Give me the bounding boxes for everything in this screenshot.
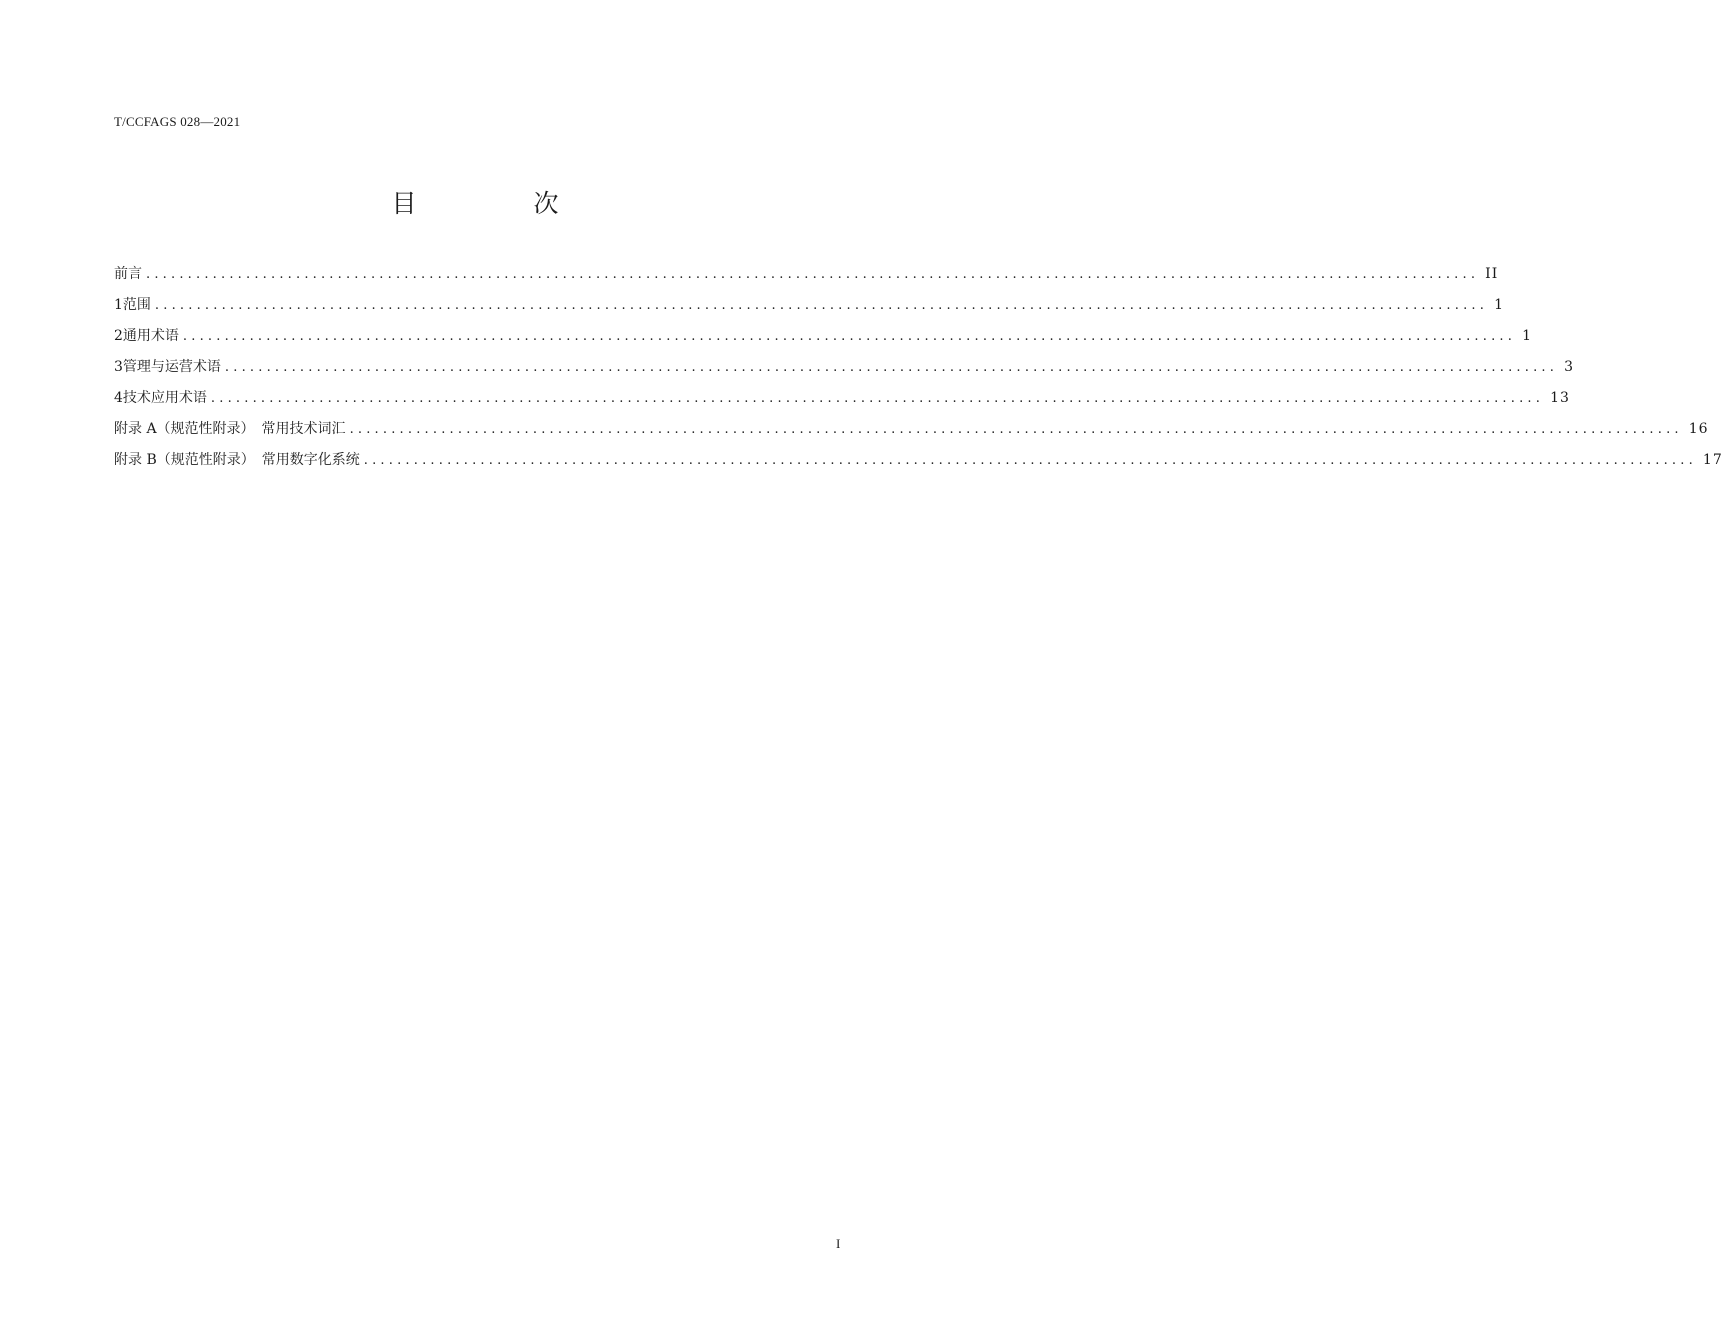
toc-entry-label: 前言 xyxy=(114,266,142,282)
toc-dot-leader: ................................................................................................................................................................ xyxy=(146,267,1480,282)
toc-entry-foreword[interactable] xyxy=(114,263,1499,294)
toc-entry-page: 17 xyxy=(1702,452,1723,468)
toc-dot-leader: ................................................................................................................................................................ xyxy=(363,453,1697,468)
toc-entry-scope[interactable] xyxy=(114,294,1505,325)
document-code: T/CCFAGS 028—2021 xyxy=(114,114,241,129)
toc-entry-label: 附录 A（规范性附录） 常用技术词汇 xyxy=(114,421,346,437)
toc-entry-technical-terms[interactable] xyxy=(114,387,1570,418)
toc-entry-number: 3 xyxy=(114,359,123,375)
toc-entry-label: 范围 xyxy=(122,297,151,313)
toc-entry-label: 附录 B（规范性附录） 常用数字化系统 xyxy=(114,452,360,468)
toc-entry-page: 16 xyxy=(1688,421,1709,437)
toc-entry-page: 1 xyxy=(1522,328,1533,344)
toc-entry-label: 通用术语 xyxy=(122,328,179,344)
toc-entry-page: 3 xyxy=(1564,359,1575,375)
toc-entry-appendix-a[interactable] xyxy=(114,418,1709,449)
page-number: I xyxy=(836,1236,841,1251)
toc-entry-management-terms[interactable] xyxy=(114,356,1575,387)
toc-dot-leader: ................................................................................................................................................................ xyxy=(182,329,1517,344)
toc-dot-leader: ................................................................................................................................................................ xyxy=(154,298,1489,313)
toc-entry-number: 2 xyxy=(114,328,123,344)
toc-entry-page: 13 xyxy=(1550,390,1570,406)
toc-dot-leader: ................................................................................................................................................................ xyxy=(224,360,1559,375)
toc-entry-page: II xyxy=(1485,266,1499,282)
toc-dot-leader: ................................................................................................................................................................ xyxy=(210,391,1545,406)
toc-entry-number: 1 xyxy=(114,297,123,313)
toc-title: 目 次 xyxy=(391,189,605,218)
toc-entry-appendix-b[interactable] xyxy=(114,449,1723,480)
toc-dot-leader: ................................................................................................................................................................ xyxy=(349,422,1683,437)
toc-entry-general-terms[interactable] xyxy=(114,325,1533,356)
toc-entry-page: 1 xyxy=(1494,297,1505,313)
toc-entry-number: 4 xyxy=(114,390,123,406)
toc-list xyxy=(114,263,1723,480)
toc-entry-label: 技术应用术语 xyxy=(122,390,207,406)
toc-entry-label: 管理与运营术语 xyxy=(122,359,221,375)
